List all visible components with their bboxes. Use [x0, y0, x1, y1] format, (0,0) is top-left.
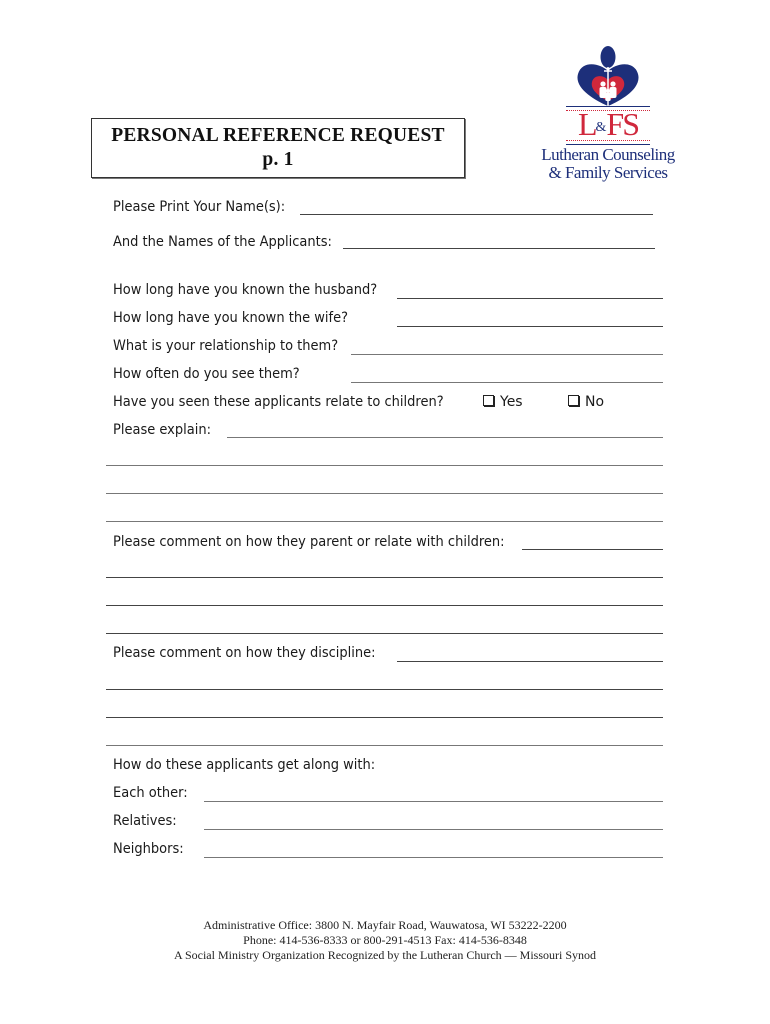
each-other-label: Each other: [113, 785, 188, 801]
logo-name-line2: & Family Services [548, 163, 668, 182]
heart-family-icon [528, 46, 688, 108]
parenting-label: Please comment on how they parent or relate with children: [113, 534, 505, 550]
lcfs-logo [528, 46, 688, 186]
explain-label: Please explain: [113, 422, 211, 438]
neighbors-field[interactable] [204, 857, 663, 858]
how-often-label: How often do you see them? [113, 366, 300, 382]
parenting-line-2[interactable] [106, 577, 663, 578]
logo-acronym: L&FS [577, 106, 639, 142]
parenting-line-4[interactable] [106, 633, 663, 634]
no-checkbox[interactable] [568, 394, 604, 410]
no-label: No [585, 394, 605, 410]
relatives-label: Relatives: [113, 813, 177, 829]
your-name-label: Please Print Your Name(s): [113, 199, 286, 215]
relatives-field[interactable] [204, 829, 663, 830]
neighbors-label: Neighbors: [113, 841, 184, 857]
parenting-line-3[interactable] [106, 605, 663, 606]
yes-checkbox[interactable] [483, 394, 523, 410]
explain-line-2[interactable] [106, 465, 663, 466]
discipline-line-2[interactable] [106, 689, 663, 690]
parenting-field[interactable] [522, 549, 663, 550]
checkbox-icon [568, 395, 579, 406]
known-wife-label: How long have you known the wife? [113, 310, 349, 326]
footer-address: Administrative Office: 3800 N. Mayfair Road, Wauwatosa, WI 53222-2200 [203, 918, 567, 932]
discipline-line-3[interactable] [106, 717, 663, 718]
yes-label: Yes [500, 394, 523, 410]
children-question-label: Have you seen these applicants relate to children? [113, 394, 444, 410]
relationship-label: What is your relationship to them? [113, 338, 339, 354]
applicants-names-field[interactable] [343, 248, 655, 249]
discipline-label: Please comment on how they discipline: [113, 645, 376, 661]
page-number: p. 1 [262, 149, 294, 170]
get-along-heading: How do these applicants get along with: [113, 757, 376, 773]
page-title: PERSONAL REFERENCE REQUEST [111, 125, 445, 146]
checkbox-icon [483, 395, 494, 406]
logo-name-line1: Lutheran Counseling [541, 145, 675, 164]
how-often-field[interactable] [351, 382, 663, 383]
discipline-field[interactable] [397, 661, 663, 662]
applicants-names-label: And the Names of the Applicants: [113, 234, 332, 250]
discipline-line-4[interactable] [106, 745, 663, 746]
footer-phone: Phone: 414-536-8333 or 800-291-4513 Fax: 414-536-8348 [243, 933, 527, 947]
explain-field[interactable] [227, 437, 663, 438]
relationship-field[interactable] [351, 354, 663, 355]
footer [100, 918, 670, 963]
each-other-field[interactable] [204, 801, 663, 802]
known-wife-field[interactable] [397, 326, 663, 327]
known-husband-field[interactable] [397, 298, 663, 299]
known-husband-label: How long have you known the husband? [113, 282, 378, 298]
explain-line-4[interactable] [106, 521, 663, 522]
footer-affiliation: A Social Ministry Organization Recognized by the Lutheran Church — Missouri Synod [173, 948, 597, 962]
explain-line-3[interactable] [106, 493, 663, 494]
your-name-field[interactable] [300, 214, 653, 215]
title-box [91, 118, 465, 178]
